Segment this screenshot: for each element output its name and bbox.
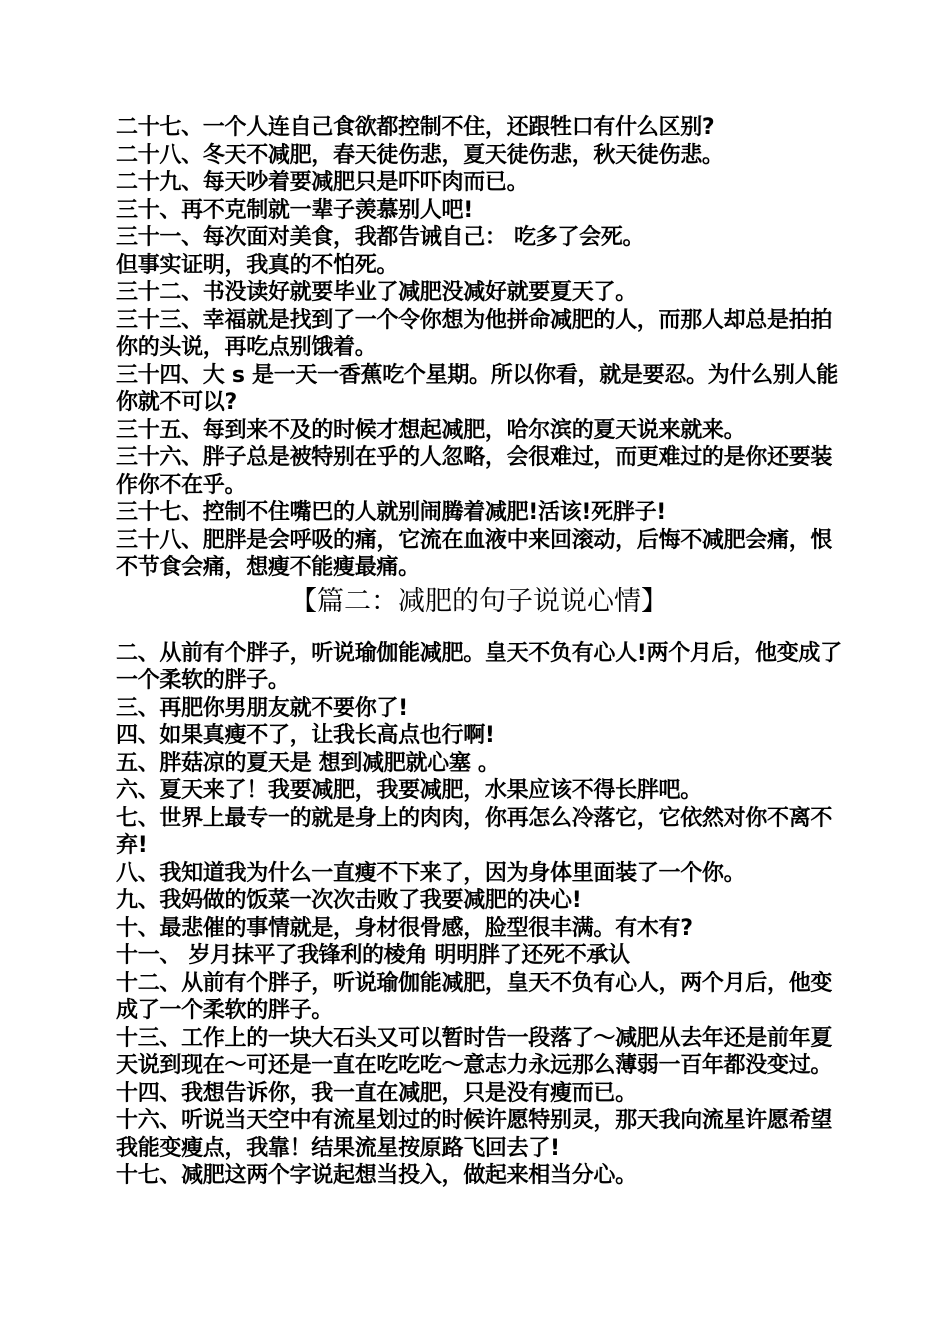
paragraph: 十一、 岁月抹平了我锋利的棱角 明明胖了还死不承认 [116,943,630,968]
paragraph: 十四、我想告诉你，我一直在减肥，只是没有瘦而已。 [116,1080,637,1106]
paragraph: 二、从前有个胖子，听说瑜伽能减肥。皇天不负有心人!两个月后，他变成了一个柔软的胖子。 [116,640,842,693]
paragraph: 三十三、幸福就是找到了一个令你想为他拼命减肥的人，而那人却总是拍拍你的头说，再吃点别饿着。 [116,307,833,360]
paragraph: 但事实证明，我真的不怕死。 [116,252,399,278]
paragraph: 三十六、胖子总是被特别在乎的人忽略，会很难过，而更难过的是你还要装作你不在乎。 [116,445,833,498]
paragraph: 十二、从前有个胖子，听说瑜伽能减肥，皇天不负有心人，两个月后，他变成了一个柔软的胖子。 [116,970,833,1023]
paragraph: 三十二、书没读好就要毕业了减肥没减好就要夏天了。 [116,280,637,305]
paragraph: 九、我妈做的饭菜一次次击败了我要减肥的决心! [116,888,582,913]
paragraph: 六、夏天来了！我要减肥，我要减肥，水果应该不得长胖吧。 [116,778,702,803]
paragraph: 三十五、每到来不及的时候才想起减肥，哈尔滨的夏天说来就来。 [116,417,746,443]
paragraph: 五、胖菇凉的夏天是 想到减肥就心塞 。 [116,750,500,776]
paragraph: 四、如果真瘦不了，让我长高点也行啊! [116,723,495,748]
paragraph: 十七、减肥这两个字说起想当投入，做起来相当分心。 [116,1163,637,1188]
section-2 [116,640,842,1190]
paragraph: 八、我知道我为什么一直瘦不下来了，因为身体里面装了一个你。 [116,860,746,886]
paragraph: 三十八、肥胖是会呼吸的痛，它流在血液中来回滚动，后悔不减肥会痛，恨不节食会痛，想瘦不能瘦最痛。 [116,527,833,580]
paragraph: 三十四、大 s 是一天一香蕉吃个星期。所以你看，就是要忍。为什么别人能你就不可以? [116,362,838,415]
paragraph: 三十、再不克制就一辈子羡慕别人吧! [116,197,473,223]
section-1 [116,114,842,582]
paragraph: 十三、工作上的一块大石头又可以暂时告一段落了～减肥从去年还是前年夏天说到现在～可还是一直在吃吃吃～意志力永远那么薄弱一百年都没变过。 [116,1025,833,1078]
document-body [116,114,842,1190]
paragraph: 七、世界上最专一的就是身上的肉肉，你再怎么冷落它，它依然对你不离不弃! [116,805,833,858]
paragraph: 三十七、控制不住嘴巴的人就别闹腾着减肥!活该!死胖子! [116,500,667,525]
paragraph: 三十一、每次面对美食，我都告诫自己： 吃多了会死。 [116,225,645,250]
paragraph: 三、再肥你男朋友就不要你了! [116,695,408,721]
paragraph: 二十八、冬天不减肥，春天徒伤悲，夏天徒伤悲，秋天徒伤悲。 [116,142,724,168]
paragraph: 二十七、一个人连自己食欲都控制不住，还跟牲口有什么区别? [116,115,715,140]
paragraph: 十六、听说当天空中有流星划过的时候许愿特别灵，那天我向流星许愿希望我能变瘦点，我靠！结果流星按原路飞回去了! [116,1108,833,1161]
paragraph: 十、最悲催的事情就是，身材很骨感，脸型很丰满。有木有? [116,915,693,941]
section-title: 【篇二：减肥的句子说说心情】 [290,585,668,617]
paragraph: 二十九、每天吵着要减肥只是吓吓肉而已。 [116,170,529,195]
